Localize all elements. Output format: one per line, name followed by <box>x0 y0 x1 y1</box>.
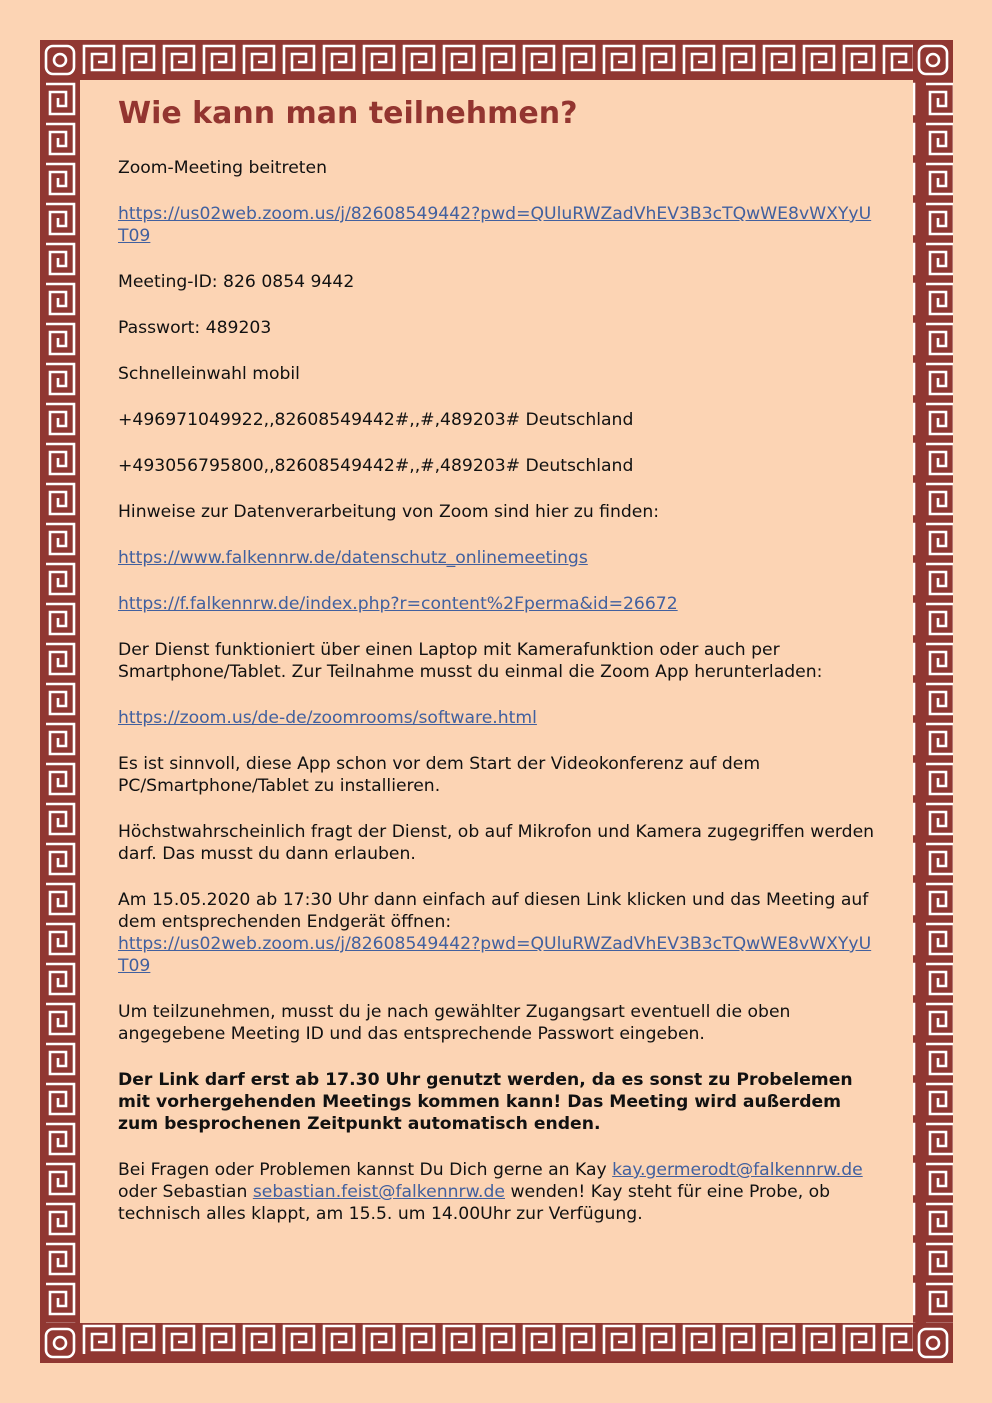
warning-notice: Der Link darf erst ab 17.30 Uhr genutzt werden, da es sonst zu Probelemen mit vorhergehenden Meetings kommen kann! Das Meeting wird außerdem zum besprochenen Zeitpunkt automatisch enden. <box>118 1070 853 1134</box>
ring-icon <box>46 1329 74 1357</box>
zoom-link-paragraph <box>118 203 878 247</box>
permission-tip: Höchstwahrscheinlich fragt der Dienst, ob auf Mikrofon und Kamera zugegriffen werden darf. Das musst du dann erlauben. <box>118 822 875 864</box>
app-download-paragraph <box>118 707 878 729</box>
privacy-link-paragraph <box>118 593 878 615</box>
privacy-link[interactable]: https://f.falkennrw.de/index.php?r=content%2Fperma&id=26672 <box>118 594 678 614</box>
install-tip: Es ist sinnvoll, diese App schon vor dem Start der Videokonferenz auf dem PC/Smartphone/Tablet zu installieren. <box>118 754 761 796</box>
service-info: Der Dienst funktioniert über einen Laptop mit Kamerafunktion oder auch per Smartphone/Tablet. Zur Teilnahme musst du einmal die Zoom App herunterladen: <box>118 640 823 682</box>
privacy-link-paragraph <box>118 547 878 569</box>
dial-in-number: +493056795800,,82608549442#,,#,489203# Deutschland <box>118 456 634 476</box>
ring-icon <box>919 46 947 74</box>
date-instruction-paragraph <box>118 889 878 977</box>
contact-outro: wenden! Kay steht für eine Probe, ob technisch alles klappt, am 15.5. um 14.00Uhr zur Verfügung. <box>118 1182 831 1224</box>
app-download-link[interactable]: https://zoom.us/de-de/zoomrooms/software.html <box>118 708 537 728</box>
email-link-kay[interactable]: kay.germerodt@falkennrw.de <box>612 1160 863 1180</box>
privacy-label: Hinweise zur Datenverarbeitung von Zoom sind hier zu finden: <box>118 502 660 522</box>
zoom-join-label: Zoom-Meeting beitreten <box>118 158 327 178</box>
dial-in-label: Schnelleinwahl mobil <box>118 364 300 384</box>
zoom-meeting-link[interactable]: https://us02web.zoom.us/j/82608549442?pwd=QUluRWZadVhEV3B3cTQwWE8vWXYyUT09 <box>118 204 872 246</box>
page-title: Wie kann man teilnehmen? <box>118 96 578 131</box>
contact-paragraph <box>118 1159 878 1225</box>
contact-intro: Bei Fragen oder Problemen kannst Du Dich gerne an Kay <box>118 1160 607 1180</box>
email-link-sebastian[interactable]: sebastian.feist@falkennrw.de <box>252 1182 505 1202</box>
contact-connector: oder Sebastian <box>118 1182 248 1202</box>
date-instruction: Am 15.05.2020 ab 17:30 Uhr dann einfach auf diesen Link klicken und das Meeting auf dem entsprechenden Endgerät öffnen: <box>118 890 869 932</box>
document-content <box>118 96 878 1249</box>
ring-icon <box>46 46 74 74</box>
meeting-id: Meeting-ID: 826 0854 9442 <box>118 272 355 292</box>
zoom-meeting-link[interactable]: https://us02web.zoom.us/j/82608549442?pwd=QUluRWZadVhEV3B3cTQwWE8vWXYyUT09 <box>118 934 872 976</box>
access-info: Um teilzunehmen, musst du je nach gewählter Zugangsart eventuell die oben angegebene Meeting ID und das entsprechende Passwort eingeben. <box>118 1002 791 1044</box>
privacy-link[interactable]: https://www.falkennrw.de/datenschutz_onlinemeetings <box>118 548 588 568</box>
ring-icon <box>919 1329 947 1357</box>
meeting-password: Passwort: 489203 <box>118 318 272 338</box>
dial-in-number: +496971049922,,82608549442#,,#,489203# Deutschland <box>118 410 634 430</box>
